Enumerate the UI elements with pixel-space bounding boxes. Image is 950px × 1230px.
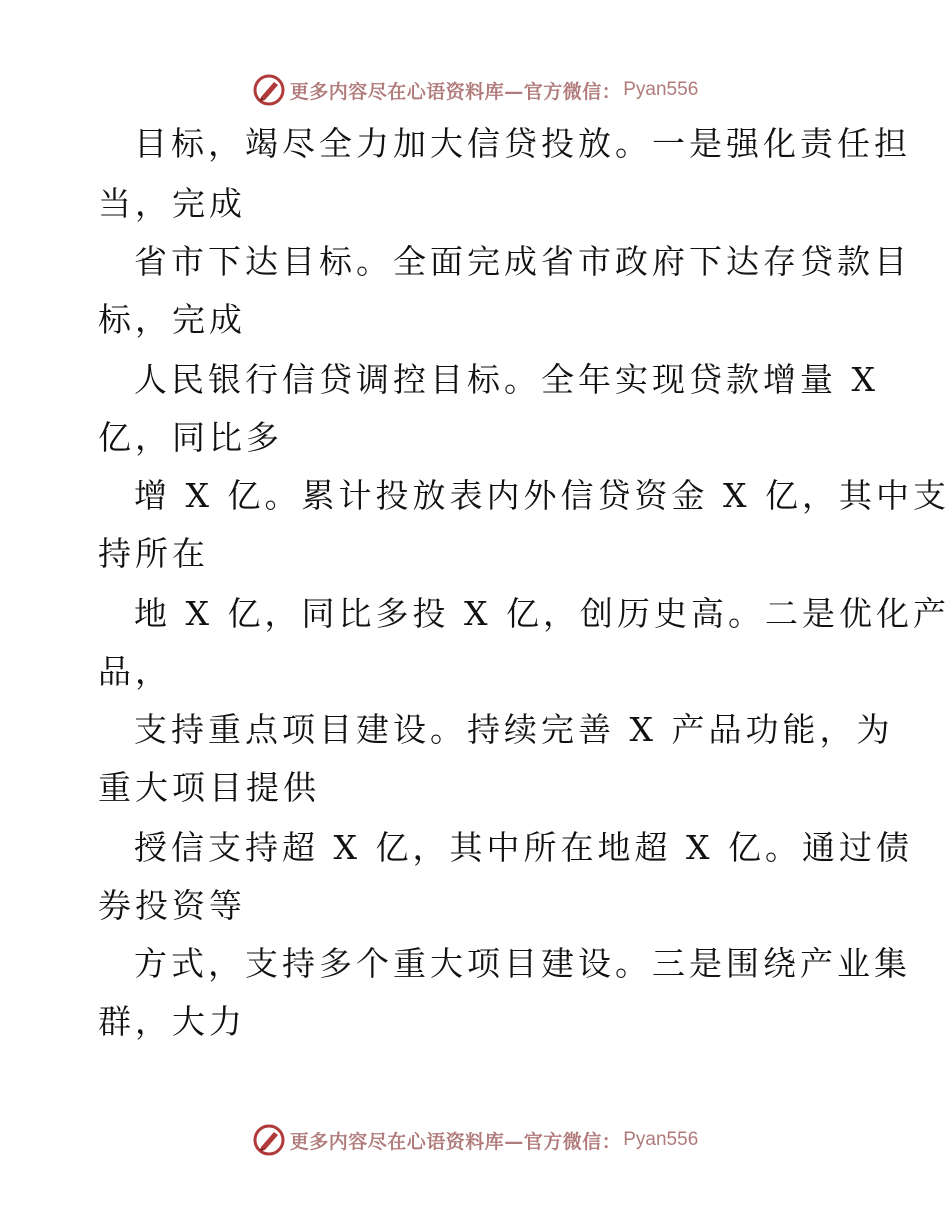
header-banner [0,70,950,110]
body-line: 省市下达目标。全面完成省市政府下达存贷款目 [134,242,911,281]
body-line: 增 X 亿。累计投放表内外信贷资金 X 亿，其中支 [134,476,950,515]
header-banner-text: 更多内容尽在心语资料库—官方微信： [289,80,622,103]
body-line: 人民银行信贷调控目标。全年实现贷款增量 X [134,360,879,399]
body-line: 持所在 [98,534,209,573]
footer-banner-id: Pyan556 [623,1129,699,1150]
footer-banner-text: 更多内容尽在心语资料库—官方微信： [289,1130,622,1153]
body-line: 群，大力 [98,1002,246,1041]
body-line: 授信支持超 X 亿，其中所在地超 X 亿。通过债 [134,828,913,867]
logo-icon [252,1123,286,1157]
body-line: 地 X 亿，同比多投 X 亿，创历史高。二是优化产 [134,594,950,633]
body-line: 重大项目提供 [98,768,320,807]
body-line: 亿，同比多 [98,418,283,457]
logo-icon [252,73,286,107]
header-banner-id: Pyan556 [623,79,699,100]
body-line: 支持重点项目建设。持续完善 X 产品功能，为 [134,710,894,749]
body-line: 当，完成 [98,184,246,223]
body-line: 券投资等 [98,886,246,925]
body-line: 方式，支持多个重大项目建设。三是围绕产业集 [134,944,911,983]
body-line: 目标，竭尽全力加大信贷投放。一是强化责任担 [134,124,911,163]
body-line: 标，完成 [98,300,246,339]
footer-banner [0,1120,950,1160]
body-line: 品， [98,652,172,691]
